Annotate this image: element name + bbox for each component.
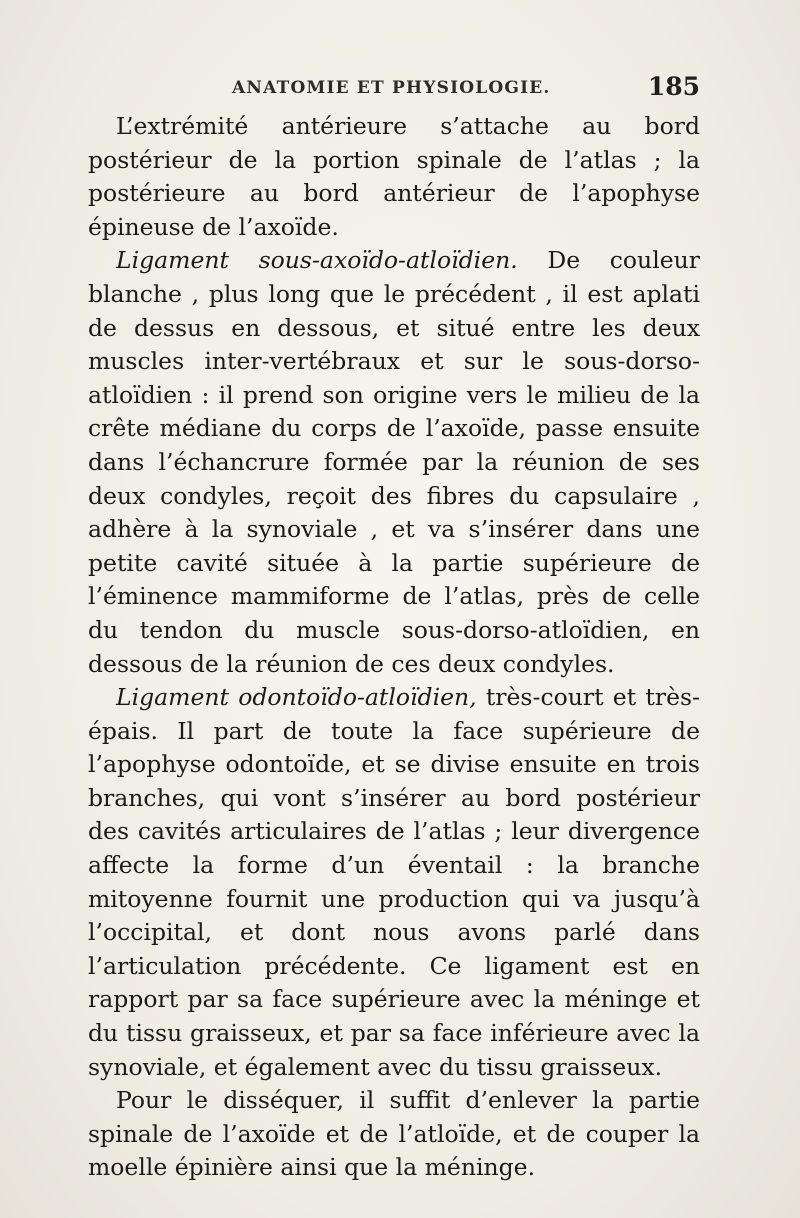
paragraph-1 xyxy=(88,110,700,244)
page-header xyxy=(88,72,708,106)
paragraph-2 xyxy=(88,244,700,681)
paragraph-3 xyxy=(88,681,700,1084)
page-number: 185 xyxy=(647,72,700,101)
paragraph-4-text: Pour le disséquer, il suffit d’enlever la partie spinale de l’axoïde et de l’atloïde, et de couper la moelle épinière ainsi que la méninge. xyxy=(88,1086,700,1182)
paragraph-4 xyxy=(88,1084,700,1185)
running-title: ANATOMIE ET PHYSIOLOGIE. xyxy=(232,78,551,98)
paragraph-1-text: L’extrémité antérieure s’attache au bord postérieur de la portion spinale de l’atlas ; la postérieure au bord antérieur de l’apophyse épineuse de l’axoïde. xyxy=(88,112,700,241)
body-text xyxy=(88,110,700,1185)
paragraph-3-text: très-court et très-épais. Il part de toute la face supérieure de l’apophyse odontoïde, et se divise ensuite en trois branches, qui vont s’insérer au bord postérieur des cavités articulaires de l’atlas ; leur divergence affecte la forme d’un éventail : la branche mitoyenne fournit une production qui va jusqu’à l’occipital, et dont nous avons parlé dans l’articulation précédente. Ce ligament est en rapport par sa face supérieure avec la méninge et du tissu graisseux, et par sa face inférieure avec la synoviale, et également avec du tissu graisseux. xyxy=(88,683,700,1081)
paragraph-3-heading: Ligament odontoïdo-atloïdien, xyxy=(116,683,477,712)
paragraph-2-heading: Ligament sous-axoïdo-atloïdien. xyxy=(116,246,518,275)
paragraph-2-text: De couleur blanche , plus long que le précédent , il est aplati de dessus en dessous, et situé entre les deux muscles inter-vertébraux et sur le sous-dorso-atloïdien : il prend son origine vers le milieu de la crête médiane du corps de l’axoïde, passe ensuite dans l’échancrure formée par la réunion de ses deux condyles, reçoit des fibres du capsulaire , adhère à la synoviale , et va s’insérer dans une petite cavité située à la partie supérieure de l’éminence mammiforme de l’atlas, près de celle du tendon du muscle sous-dorso-atloïdien, en dessous de la réunion de ces deux condyles. xyxy=(88,246,700,678)
